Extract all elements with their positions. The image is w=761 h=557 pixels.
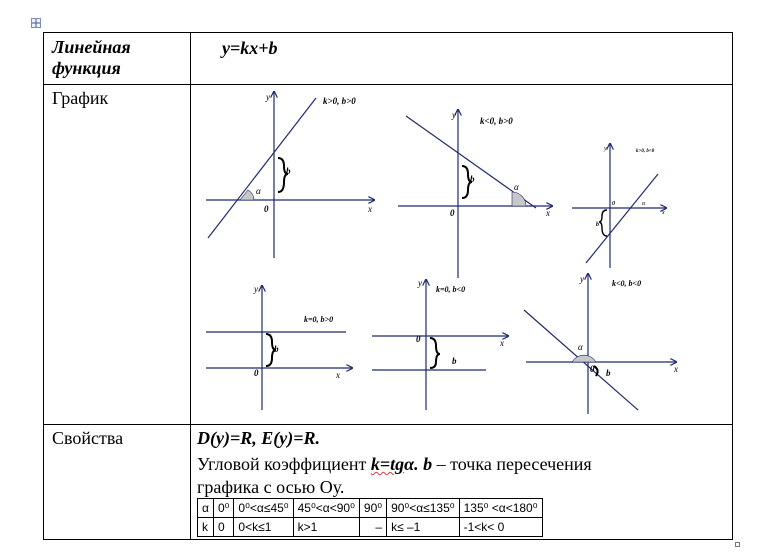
graph-caption: k>0, b<0	[636, 149, 655, 154]
domain-range: D(y)=R, E(y)=R.	[197, 428, 320, 448]
b-label: b	[286, 166, 291, 176]
alpha-label: α	[514, 182, 519, 192]
axis-x-label: x	[674, 364, 678, 374]
row-label-linear-function: Линейная функция	[52, 37, 131, 78]
origin-label: 0	[416, 334, 421, 344]
table-cell: 135⁰ <α<180⁰	[459, 499, 542, 518]
axis-y-label: y	[604, 146, 607, 152]
axis-y-label: y	[452, 110, 456, 120]
graph-caption: k=0, b<0	[436, 285, 466, 294]
slope-angle-table	[197, 498, 543, 537]
axis-x-label: x	[662, 210, 665, 216]
table-cell: 45⁰<α<90⁰	[293, 499, 359, 518]
table-cell: 90⁰	[359, 499, 386, 518]
alpha-label: α	[578, 342, 583, 352]
table-cell: k≤ –1	[387, 518, 460, 537]
table-move-handle[interactable]	[31, 18, 41, 28]
row-label-graph: График	[52, 88, 109, 108]
table-row	[198, 518, 543, 537]
table-cell: 0⁰<α≤45⁰	[234, 499, 293, 518]
slope-description: Угловой коэффициент k=tgα. b – точка пересечения	[197, 454, 592, 474]
axis-x-label: x	[500, 338, 504, 348]
graph-caption: k=0, b>0	[304, 315, 334, 324]
table-cell: 0⁰	[213, 499, 233, 518]
axis-y-label: y	[418, 278, 422, 288]
graph-caption: k<0, b>0	[480, 116, 513, 126]
graph-k-neg-b-pos	[398, 110, 552, 278]
table-cell: 0	[213, 518, 233, 537]
b-label: b	[274, 344, 279, 354]
table-resize-handle[interactable]	[735, 542, 740, 547]
origin-label: 0	[590, 364, 595, 374]
row-label-properties: Свойства	[52, 428, 124, 448]
axis-x-label: x	[368, 204, 372, 214]
alpha-label: α	[642, 201, 646, 207]
table-cell: –	[359, 518, 386, 537]
axis-y-label: y	[580, 274, 584, 284]
graphs-panel	[196, 88, 696, 420]
table-row	[198, 499, 543, 518]
graph-k-pos-b-pos	[206, 92, 374, 258]
alpha-label: α	[256, 186, 261, 196]
graph-caption: k>0, b>0	[323, 96, 356, 106]
graph-k-zero-b-pos	[206, 284, 352, 410]
graph-k-neg-b-neg	[524, 274, 678, 414]
graph-caption: k<0, b<0	[612, 279, 642, 288]
axis-x-label: x	[336, 370, 340, 380]
b-label: b	[596, 222, 599, 228]
origin-label: 0	[264, 204, 269, 214]
graph-k-zero-b-neg	[372, 278, 508, 410]
axis-x-label: x	[546, 208, 550, 218]
origin-label: 0	[612, 201, 615, 207]
row-divider	[43, 84, 733, 85]
origin-label: 0	[450, 208, 455, 218]
table-cell: -1<k< 0	[459, 518, 542, 537]
b-label: b	[470, 174, 475, 184]
table-cell: 90⁰<α≤135⁰	[387, 499, 460, 518]
table-cell: k>1	[293, 518, 359, 537]
formula: y=kx+b	[222, 38, 278, 58]
move-arrows-icon	[32, 19, 40, 27]
origin-label: 0	[254, 368, 259, 378]
b-label: b	[452, 356, 457, 366]
table-cell: 0<k≤1	[234, 518, 293, 537]
axis-y-label: y	[266, 92, 270, 102]
axis-y-label: y	[254, 284, 258, 294]
slope-description-line2: графика с осью Оу.	[197, 477, 345, 497]
b-label: b	[606, 368, 611, 378]
row-divider	[43, 424, 733, 425]
graph-k-pos-b-neg	[572, 144, 666, 268]
column-divider	[190, 32, 191, 540]
table-cell: α	[198, 499, 214, 518]
table-cell: k	[198, 518, 214, 537]
